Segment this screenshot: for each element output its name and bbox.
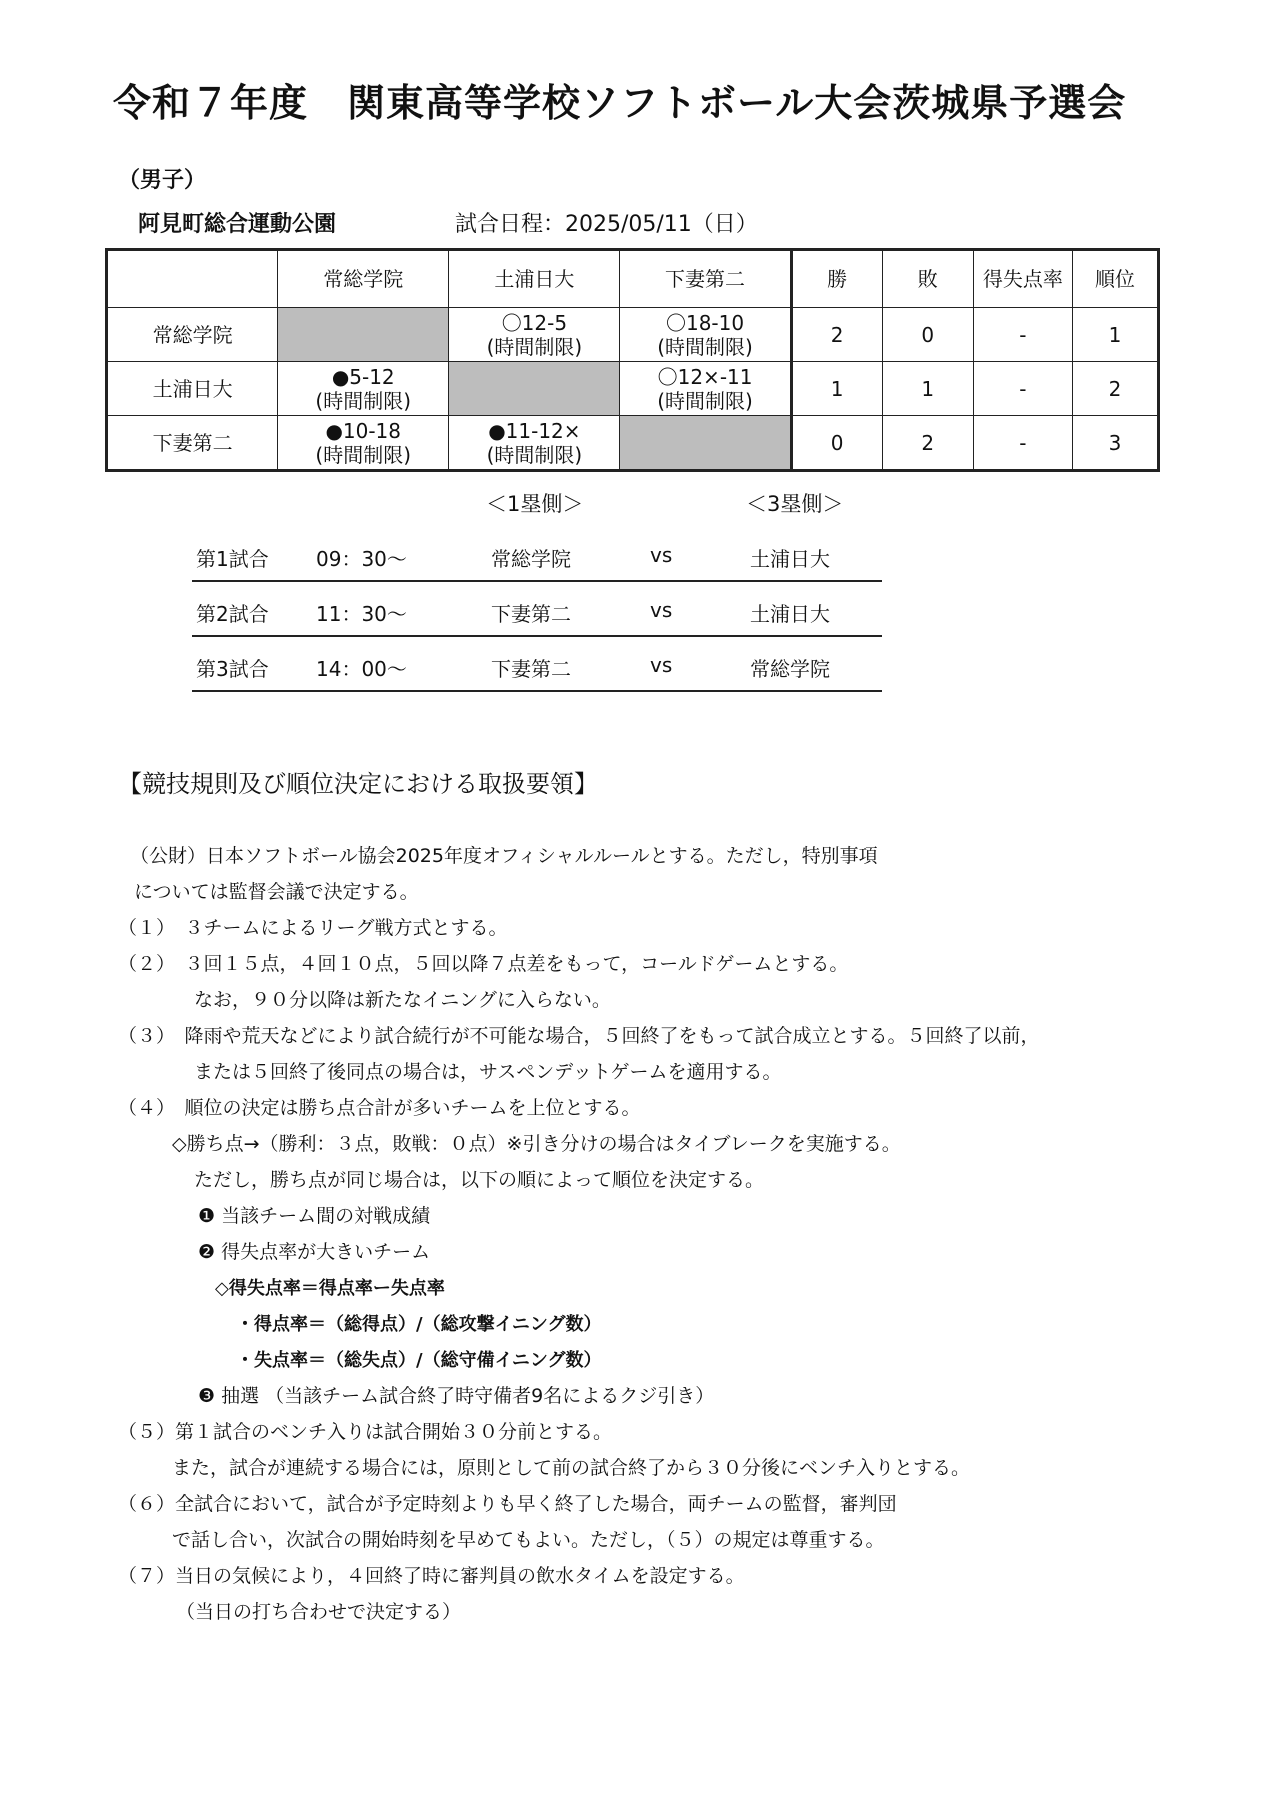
header-losses: 敗 xyxy=(882,250,973,308)
wins-cell: 0 xyxy=(791,416,882,471)
game-number: 第3試合 xyxy=(196,657,269,681)
losses-cell: 0 xyxy=(882,308,973,362)
rule-line: または５回終了後同点の場合は，サスペンデットゲームを適用する。 xyxy=(194,1061,782,1083)
header-corner xyxy=(107,250,278,308)
result-cell xyxy=(620,362,791,416)
game-vs: vs xyxy=(650,598,673,622)
standings-row xyxy=(107,362,1159,416)
team-name: 常総学院 xyxy=(107,308,278,362)
self-match-cell xyxy=(620,416,791,471)
schedule-date: 試合日程：2025/05/11（日） xyxy=(455,212,758,237)
result-note: (時間制限) xyxy=(657,334,753,359)
result-note: (時間制限) xyxy=(315,388,412,413)
game-vs: vs xyxy=(650,543,673,567)
rank-cell: 3 xyxy=(1072,416,1158,471)
game-third-base-team: 土浦日大 xyxy=(750,547,830,571)
game-row xyxy=(192,582,882,637)
self-match-cell xyxy=(449,362,620,416)
game-vs: vs xyxy=(650,653,673,677)
rules-heading: 【競技規則及び順位決定における取扱要領】 xyxy=(118,770,598,798)
rate-cell: - xyxy=(973,416,1072,471)
result-score: 〇12-5 xyxy=(501,310,568,335)
rule-line: で話し合い，次試合の開始時刻を早めてもよい。ただし，（５）の規定は尊重する。 xyxy=(172,1529,885,1551)
game-third-base-team: 常総学院 xyxy=(750,657,830,681)
rule-line: （公財）日本ソフトボール協会2025年度オフィシャルルールとする。ただし，特別事項 xyxy=(130,845,878,867)
losses-cell: 1 xyxy=(882,362,973,416)
standings-row xyxy=(107,308,1159,362)
game-row xyxy=(192,527,882,582)
rate-cell: - xyxy=(973,362,1072,416)
rank-cell: 2 xyxy=(1072,362,1158,416)
rule-line: なお，９０分以降は新たなイニングに入らない。 xyxy=(194,989,611,1011)
page-title: 令和７年度 関東高等学校ソフトボール大会茨城県予選会 xyxy=(113,81,1127,125)
team-name: 土浦日大 xyxy=(107,362,278,416)
result-note: (時間制限) xyxy=(486,334,583,359)
result-score: ●5-12 xyxy=(331,364,395,389)
game-first-base-team: 下妻第二 xyxy=(491,602,571,626)
result-cell xyxy=(620,308,791,362)
rule-line: （４） 順位の決定は勝ち点合計が多いチームを上位とする。 xyxy=(118,1097,641,1119)
game-row xyxy=(192,637,882,692)
result-cell xyxy=(449,308,620,362)
rule-line: ・得点率＝（総得点）/（総攻撃イニング数） xyxy=(236,1314,602,1335)
result-score: 〇18-10 xyxy=(665,310,745,335)
standings-table xyxy=(105,248,1160,472)
result-note: (時間制限) xyxy=(486,442,583,467)
rank-cell: 1 xyxy=(1072,308,1158,362)
rule-line: ❷ 得失点率が大きいチーム xyxy=(198,1241,431,1263)
result-note: (時間制限) xyxy=(315,442,412,467)
result-cell xyxy=(449,416,620,471)
header-team: 下妻第二 xyxy=(620,250,791,308)
result-score: 〇12×-11 xyxy=(657,364,753,389)
result-note: (時間制限) xyxy=(657,388,753,413)
rate-cell: - xyxy=(973,308,1072,362)
game-first-base-team: 常総学院 xyxy=(491,547,571,571)
result-score: ●10-18 xyxy=(325,418,402,443)
standings-header-row xyxy=(107,250,1159,308)
rule-line: ただし，勝ち点が同じ場合は，以下の順によって順位を決定する。 xyxy=(194,1169,765,1191)
rule-line: （７）当日の気候により，４回終了時に審判員の飲水タイムを設定する。 xyxy=(118,1565,745,1587)
wins-cell: 2 xyxy=(791,308,882,362)
rule-line: （当日の打ち合わせで決定する） xyxy=(176,1601,462,1623)
header-rank: 順位 xyxy=(1072,250,1158,308)
game-time: 11：30〜 xyxy=(316,602,407,626)
row-divider xyxy=(192,690,882,692)
rule-line: また，試合が連続する場合には，原則として前の試合終了から３０分後にベンチ入りとする。 xyxy=(172,1457,971,1479)
self-match-cell xyxy=(278,308,449,362)
rule-line: ❸ 抽選 （当該チーム試合終了時守備者9名によるクジ引き） xyxy=(198,1385,715,1407)
team-name: 下妻第二 xyxy=(107,416,278,471)
game-number: 第2試合 xyxy=(196,602,269,626)
rule-line: については監督会議で決定する。 xyxy=(134,881,419,903)
result-cell xyxy=(278,416,449,471)
rule-line: ◇得失点率＝得点率ー失点率 xyxy=(215,1278,445,1299)
game-first-base-team: 下妻第二 xyxy=(491,657,571,681)
game-third-base-team: 土浦日大 xyxy=(750,602,830,626)
category-label: （男子） xyxy=(118,168,207,193)
rule-line: （５）第１試合のベンチ入りは試合開始３０分前とする。 xyxy=(118,1421,613,1443)
header-team: 常総学院 xyxy=(278,250,449,308)
venue-label: 阿見町総合運動公園 xyxy=(138,212,337,237)
header-rate: 得失点率 xyxy=(973,250,1072,308)
first-base-side-label: ＜1塁側＞ xyxy=(486,492,584,516)
rule-line: （２） ３回１５点，４回１０点，５回以降７点差をもって，コールドゲームとする。 xyxy=(118,953,849,975)
game-time: 14：00〜 xyxy=(316,657,407,681)
third-base-side-label: ＜3塁側＞ xyxy=(746,492,844,516)
rule-line: （６）全試合において，試合が予定時刻よりも早く終了した場合，両チームの監督，審判団 xyxy=(118,1493,897,1515)
game-time: 09：30〜 xyxy=(316,547,407,571)
rule-line: （３） 降雨や荒天などにより試合続行が不可能な場合，５回終了をもって試合成立とする。５回終了以前， xyxy=(118,1025,1040,1047)
header-team: 土浦日大 xyxy=(449,250,620,308)
result-score: ●11-12× xyxy=(488,418,581,443)
rule-line: ❶ 当該チーム間の対戦成績 xyxy=(198,1205,431,1227)
header-wins: 勝 xyxy=(791,250,882,308)
standings-row xyxy=(107,416,1159,471)
rule-line: ◇勝ち点→（勝利：３点，敗戦：０点）※引き分けの場合はタイブレークを実施する。 xyxy=(172,1133,901,1155)
wins-cell: 1 xyxy=(791,362,882,416)
rule-line: （１） ３チームによるリーグ戦方式とする。 xyxy=(118,917,508,939)
result-cell xyxy=(278,362,449,416)
game-number: 第1試合 xyxy=(196,547,269,571)
losses-cell: 2 xyxy=(882,416,973,471)
rule-line: ・失点率＝（総失点）/（総守備イニング数） xyxy=(236,1350,602,1371)
